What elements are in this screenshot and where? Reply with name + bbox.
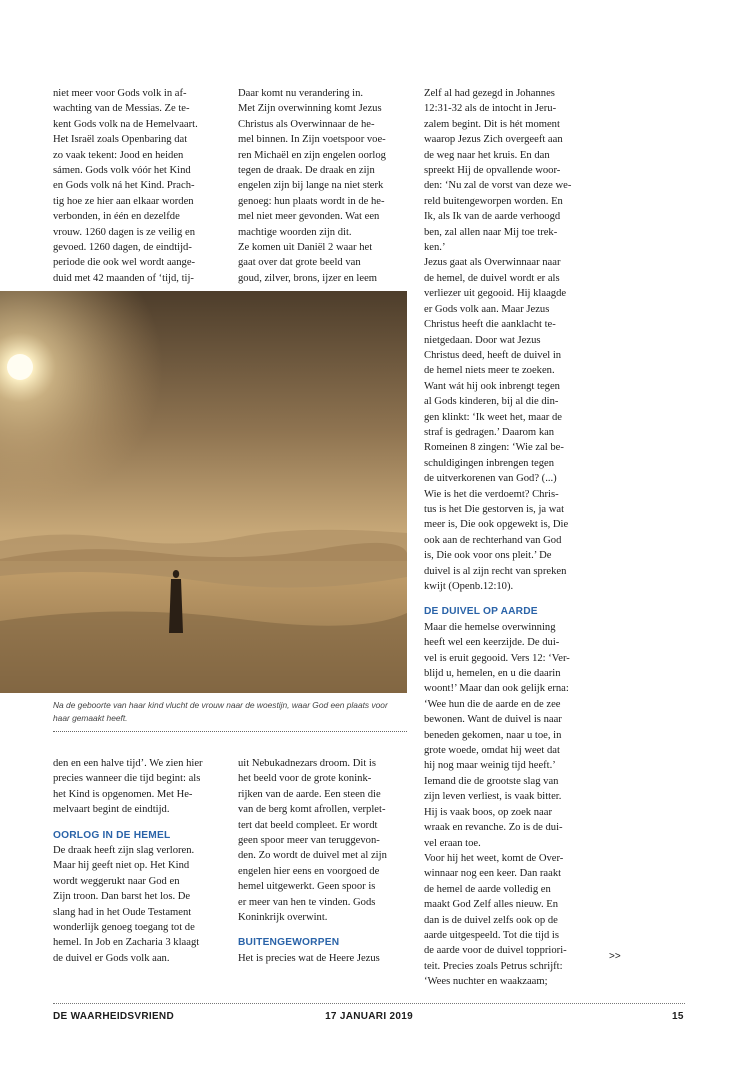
text-line: de duivel er Gods volk aan. — [53, 952, 170, 964]
text-line: den. Zo wordt de duivel met al zijn — [238, 850, 387, 862]
text-line: Iemand die de grootste slag van — [424, 775, 559, 787]
text-line: van de berg komt afrollen, verplet- — [238, 804, 386, 816]
text-line: engelen zijn bij lange na niet sterk — [238, 180, 384, 192]
text-line: Ze komen uit Daniël 2 waar het — [238, 242, 373, 254]
text-line: niet meer voor Gods volk in af- — [53, 88, 187, 99]
footer-divider — [53, 1003, 685, 1004]
footer-magazine-name: DE WAARHEIDSVRIEND — [53, 1011, 174, 1022]
text-line: blijd u, hemelen, en u die daarin — [424, 668, 561, 680]
text-line: gen klinkt: ‘Ik weet het, maar de — [424, 411, 562, 423]
text-line: duid met 42 maanden of ‘tijd, tij- — [53, 272, 194, 284]
photo-caption: Na de geboorte van haar kind vlucht de vrouw naar de woestijn, waar God een plaats voor haar gemaakt heeft. — [53, 700, 388, 723]
text-line: Wie is het die verdoemt? Chris- — [424, 488, 559, 500]
column-2-top-text — [238, 86, 408, 286]
text-line: Maar die hemelse overwinning — [424, 621, 556, 633]
text-line: de aarde voor de duivel toppriori- — [424, 945, 567, 957]
text-line: de hemel de aarde volledig en — [424, 883, 551, 895]
text-line: Maar hij geeft niet op. Het Kind — [53, 860, 190, 872]
text-line: het Kind is opgenomen. Met He- — [53, 788, 193, 800]
text-line: Christus deed, heeft de duivel in — [424, 349, 562, 361]
text-line: vrouw. 1260 dagen is ze veilig en — [53, 226, 195, 238]
text-line: Ik, als Ik van de aarde verhoogd — [424, 211, 561, 223]
text-line: tus is het Die gestorven is, ja wat — [424, 503, 565, 515]
text-line: genoeg: hun plaats wordt in de he- — [238, 195, 385, 207]
text-line: periode die ook wel wordt aange- — [53, 257, 196, 269]
text-line: al Gods kinderen, bij al die din- — [424, 396, 559, 408]
column-3-paragraphs-2 — [424, 620, 594, 990]
text-line: ben, zal allen naar Mij toe trek- — [424, 226, 558, 238]
text-line: de hemel niets meer te zoeken. — [424, 365, 555, 377]
text-line: de uitverkorenen van God? (...) — [424, 473, 557, 485]
column-1-bottom-text-2 — [53, 843, 223, 966]
text-line: aarde uitgespeeld. Tot die tijd is — [424, 929, 559, 941]
text-line: slang had in het Oude Testament — [53, 906, 192, 918]
text-line: reld buitengeworpen worden. En — [424, 195, 563, 207]
text-line: grote woede, omdat hij weet dat — [424, 745, 560, 757]
text-line: verbonden, in één en dezelfde — [53, 211, 180, 223]
text-line: spreekt Hij de opvallende woor- — [424, 165, 561, 177]
text-line: is, Die ook voor ons pleit.’ De — [424, 550, 552, 562]
text-line: Zijn troon. Dan barst het los. De — [53, 891, 191, 903]
text-line: goud, zilver, brons, ijzer en leem — [238, 272, 378, 284]
text-line: ‘Wee hun die de aarde en de zee — [424, 698, 561, 710]
heading-de-duivel-op-aarde: DE DUIVEL OP AARDE — [424, 606, 538, 618]
text-line: tig hoe ze hier aan elkaar worden — [53, 195, 194, 207]
text-line: Jezus gaat als Overwinnaar naar — [424, 257, 561, 269]
text-line: hemel uitgewerkt. Geen spoor is — [238, 881, 376, 893]
text-line: nietgedaan. Door wat Jezus — [424, 334, 541, 346]
text-line: Christus als Overwinnaar de he- — [238, 118, 375, 130]
text-line: melvaart begint de eindtijd. — [53, 804, 170, 816]
text-line: ‘Wees nuchter en waakzaam; — [424, 976, 548, 988]
text-line: hij nog maar weinig tijd heeft.’ — [424, 760, 556, 772]
text-line: bewonen. Want de duivel is naar — [424, 714, 562, 726]
text-line: machtige woorden zijn dit. — [238, 226, 352, 238]
continue-marker: >> — [609, 951, 621, 962]
footer-page-number: 15 — [672, 1011, 684, 1022]
text-line: Voor hij het weet, komt de Over- — [424, 852, 564, 864]
text-line: waarop Jezus Zich overgeeft aan — [424, 134, 563, 146]
text-line: uit Nebukadnezars droom. Dit is — [238, 758, 376, 769]
text-line: Christus heeft die aanklacht te- — [424, 319, 556, 331]
text-line: gevoed. 1260 dagen, de eindtijd- — [53, 242, 192, 254]
text-line: ook aan de rechterhand van God — [424, 534, 562, 546]
text-line: kwijt (Openb.12:10). — [424, 581, 514, 592]
text-line: het beeld voor de grote konink- — [238, 773, 372, 785]
column-2-bottom-text-1 — [238, 756, 408, 925]
heading-oorlog-in-de-hemel: OORLOG IN DE HEMEL — [53, 829, 171, 841]
column-2-bottom — [238, 756, 408, 966]
text-line: vel eraan toe. — [424, 837, 481, 849]
text-line: straf is gedragen.’ Daarom kan — [424, 426, 555, 438]
text-line: woont!’ Maar dan ook gelijk erna: — [424, 683, 569, 695]
text-line: er Gods volk aan. Maar Jezus — [424, 303, 550, 315]
text-line: tegen de draak. De draak en zijn — [238, 165, 375, 177]
text-line: 12:31-32 als de intocht in Jeru- — [424, 103, 557, 115]
text-line: verliezer uit gegooid. Hij klaagde — [424, 288, 567, 300]
text-line: duivel is al zijn recht van spreken — [424, 565, 567, 577]
text-line: Met Zijn overwinning komt Jezus — [238, 103, 382, 115]
footer-date: 17 JANUARI 2019 — [325, 1011, 413, 1022]
text-line: Het Israël zoals Openbaring dat — [53, 134, 188, 146]
column-1-bottom-text-1 — [53, 756, 223, 818]
column-1-top — [53, 86, 223, 286]
text-line: Het is precies wat de Heere Jezus — [238, 952, 380, 964]
text-line: schuldigingen inbrengen tegen — [424, 457, 555, 469]
text-line: engelen hier eens en voorgoed de — [238, 865, 380, 877]
text-line: den en een halve tijd’. We zien hier — [53, 758, 203, 769]
text-line: mel binnen. In Zijn voetspoor voe- — [238, 134, 386, 146]
text-line: meer is, Die ook opgewekt is, Die — [424, 519, 569, 531]
text-line: Daar komt nu verandering in. — [238, 88, 364, 99]
column-3 — [424, 86, 594, 990]
text-line: wraak en revanche. Zo is de dui- — [424, 822, 563, 834]
text-line: teit. Precies zoals Petrus schrijft: — [424, 960, 563, 972]
text-line: zijn leven verliest, is vaak bitter. — [424, 791, 562, 803]
text-line: wachting van de Messias. Ze te- — [53, 103, 190, 115]
text-line: kent Gods volk na de Hemelvaart. — [53, 118, 198, 130]
text-line: wonderlijk genoeg toegang tot de — [53, 922, 195, 934]
text-line: ken.’ — [424, 242, 446, 254]
text-line: Want wát hij ook inbrengt tegen — [424, 380, 560, 392]
text-line: en Gods volk ná het Kind. Prach- — [53, 180, 195, 192]
text-line: beneden gekomen, naar u toe, in — [424, 729, 562, 741]
column-1-top-text — [53, 86, 223, 286]
column-2-top — [238, 86, 408, 286]
heading-buitengeworpen: BUITENGEWORPEN — [238, 937, 340, 949]
text-line: De draak heeft zijn slag verloren. — [53, 845, 195, 857]
text-line: den: ‘Nu zal de vorst van deze we- — [424, 180, 572, 192]
desert-photo — [0, 291, 407, 693]
text-line: de weg naar het kruis. En dan — [424, 149, 550, 161]
text-line: Zelf al had gezegd in Johannes — [424, 88, 555, 99]
text-line: Romeinen 8 zingen: ‘Wie zal be- — [424, 442, 564, 454]
column-2-bottom-text-2 — [238, 951, 408, 966]
text-line: sámen. Gods volk vóór het Kind — [53, 165, 191, 177]
caption-divider — [53, 731, 407, 732]
text-line: mel niet meer gevonden. Wat een — [238, 211, 380, 223]
text-line: geen spoor meer van teruggevon- — [238, 835, 380, 847]
text-line: hemel. In Job en Zacharia 3 klaagt — [53, 937, 200, 949]
text-line: Koninkrijk overwint. — [238, 912, 328, 924]
column-1-bottom — [53, 756, 223, 966]
text-line: er meer van hen te vinden. Gods — [238, 896, 376, 908]
text-line: heeft wel een keerzijde. De dui- — [424, 637, 560, 649]
text-line: ren Michaël en zijn engelen oorlog — [238, 149, 386, 161]
text-line: de hemel, de duivel wordt er als — [424, 272, 560, 284]
column-3-paragraphs-1 — [424, 86, 594, 594]
text-line: dan is de duivel zelfs ook op de — [424, 914, 558, 926]
text-line: tert dat beeld compleet. Er wordt — [238, 819, 378, 831]
text-line: wordt weggerukt naar God en — [53, 875, 180, 887]
text-line: zalem begint. Dit is hét moment — [424, 118, 560, 130]
text-line: precies wanneer die tijd begint: als — [53, 773, 201, 785]
text-line: vel is eruit gegooid. Vers 12: ‘Ver- — [424, 652, 570, 664]
text-line: rijken van de aarde. Een steen die — [238, 788, 381, 800]
text-line: zo vaak tekent: Jood en heiden — [53, 149, 184, 161]
text-line: Hij is vaak boos, op zoek naar — [424, 806, 552, 818]
text-line: gaat over dat grote beeld van — [238, 257, 361, 269]
text-line: winnaar nog een keer. Dan raakt — [424, 868, 562, 880]
text-line: maakt God Zelf alles nieuw. En — [424, 899, 559, 911]
